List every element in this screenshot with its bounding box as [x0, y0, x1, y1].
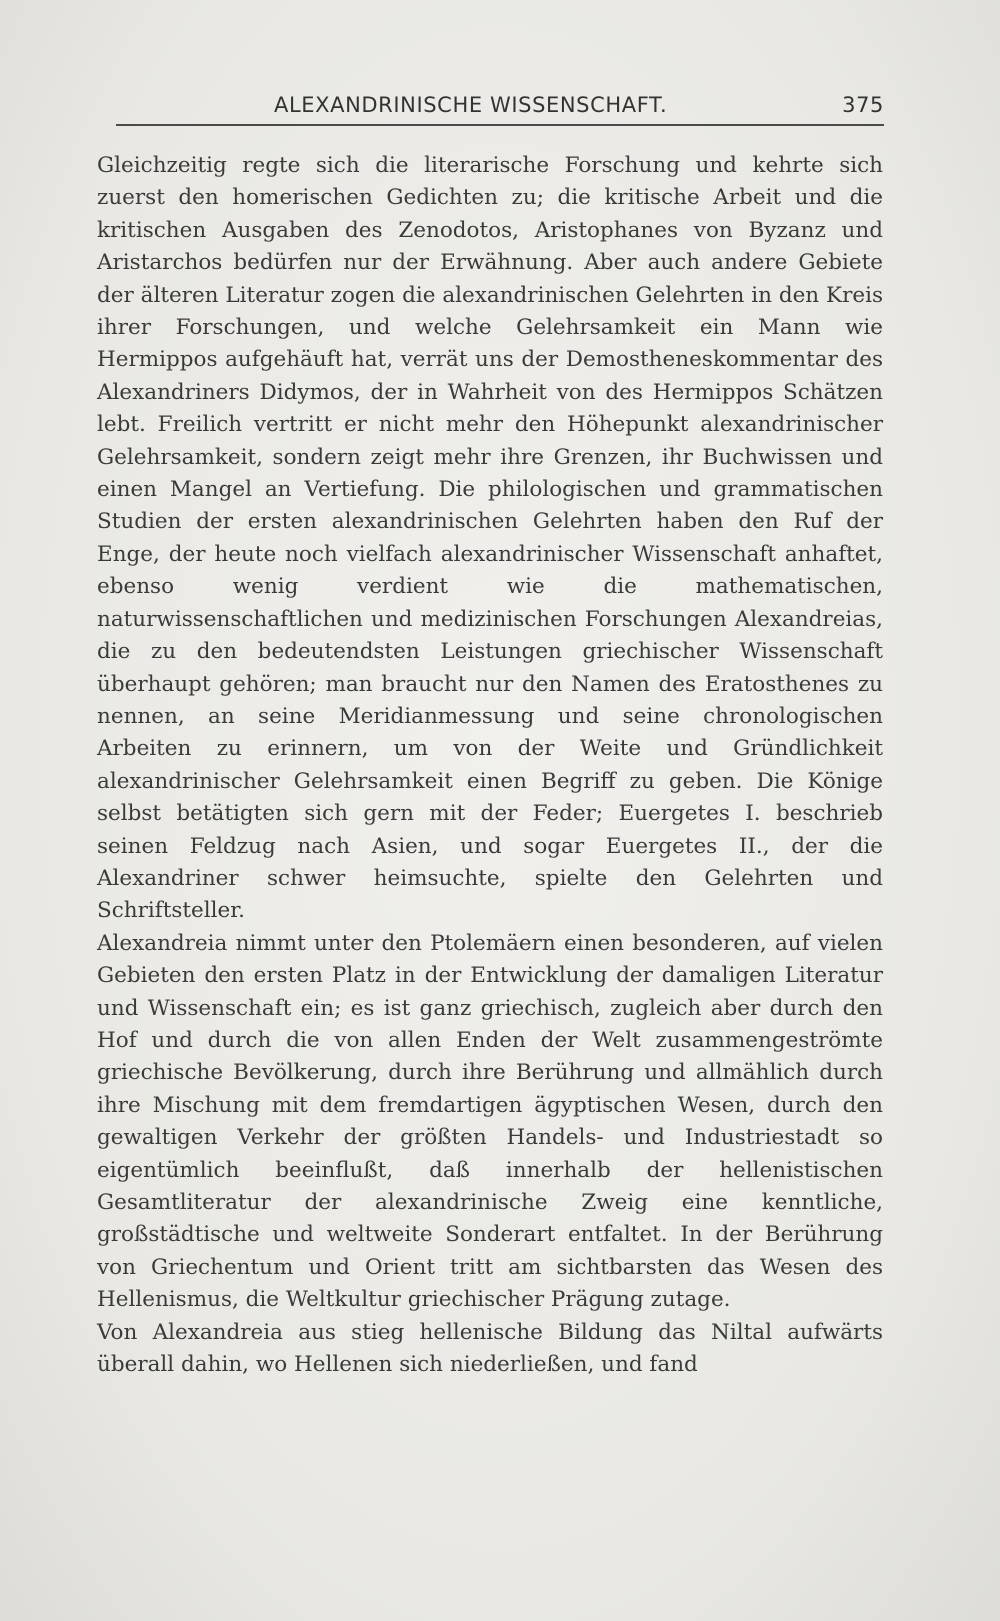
running-title: ALEXANDRINISCHE WISSENSCHAFT.	[274, 93, 668, 117]
paragraph: Alexandreia nimmt unter den Ptolemäern einen besonderen, auf vielen Gebieten den ersten Platz in der Entwicklung der damaligen Literatur und Wissenschaft ein; es ist ganz griechisch, zugleich aber durch den Hof und durch die von allen Enden der Welt zusammengeströmte griechische Bevölkerung, durch ihre Berührung und allmählich durch ihre Mischung mit dem fremdartigen ägyptischen Wesen, durch den gewaltigen Verkehr der größten Handels- und Industriestadt so eigentümlich beeinflußt, daß innerhalb der hellenistischen Gesamtliteratur der alexandrinische Zweig eine kenntliche, großstädtische und weltweite Sonderart entfaltet. In der Berührung von Griechentum und Orient tritt am sichtbarsten das Wesen des Hellenismus, die Weltkultur griechischer Prägung zutage.	[97, 930, 883, 1313]
paragraph: Gleichzeitig regte sich die literarische Forschung und kehrte sich zuerst den homerischen Gedichten zu; die kritische Arbeit und die kritischen Ausgaben des Zenodotos, Aristophanes von Byzanz und Aristarchos bedürfen nur der Erwähnung. Aber auch andere Gebiete der älteren Literatur zogen die alexandrinischen Gelehrten in den Kreis ihrer Forschungen, und welche Gelehrsamkeit ein Mann wie Hermippos aufgehäuft hat, verrät uns der Demostheneskommentar des Alexandriners Didymos, der in Wahrheit von des Hermippos Schätzen lebt. Freilich vertritt er nicht mehr den Höhepunkt alexandrinischer Gelehrsamkeit, sondern zeigt mehr ihre Grenzen, ihr Buchwissen und einen Mangel an Vertiefung. Die philologischen und grammatischen Studien der ersten alexandrinischen Gelehrten haben den Ruf der Enge, der heute noch vielfach alexandrinischer Wissenschaft anhaftet, ebenso wenig verdient wie die mathematischen, naturwissenschaftlichen und medizinischen Forschungen Alexandreias, die zu den bedeutendsten Leistungen griechischer Wissenschaft überhaupt gehören; man braucht nur den Namen des Eratosthenes zu nennen, an seine Meridianmessung und seine chronologischen Arbeiten zu erinnern, um von der Weite und Gründlichkeit alexandrinischer Gelehrsamkeit einen Begriff zu geben. Die Könige selbst betätigten sich gern mit der Feder; Euergetes I. beschrieb seinen Feldzug nach Asien, und sogar Euergetes II., der die Alexandriner schwer heimsuchte, spielte den Gelehrten und Schriftsteller.	[97, 153, 883, 924]
paragraph: Von Alexandreia aus stieg hellenische Bildung das Niltal aufwärts überall dahin, wo Hellenen sich niederließen, und fand	[97, 1319, 883, 1378]
body-text	[97, 150, 883, 1381]
running-header	[116, 90, 884, 126]
page-number: 375	[842, 93, 884, 117]
